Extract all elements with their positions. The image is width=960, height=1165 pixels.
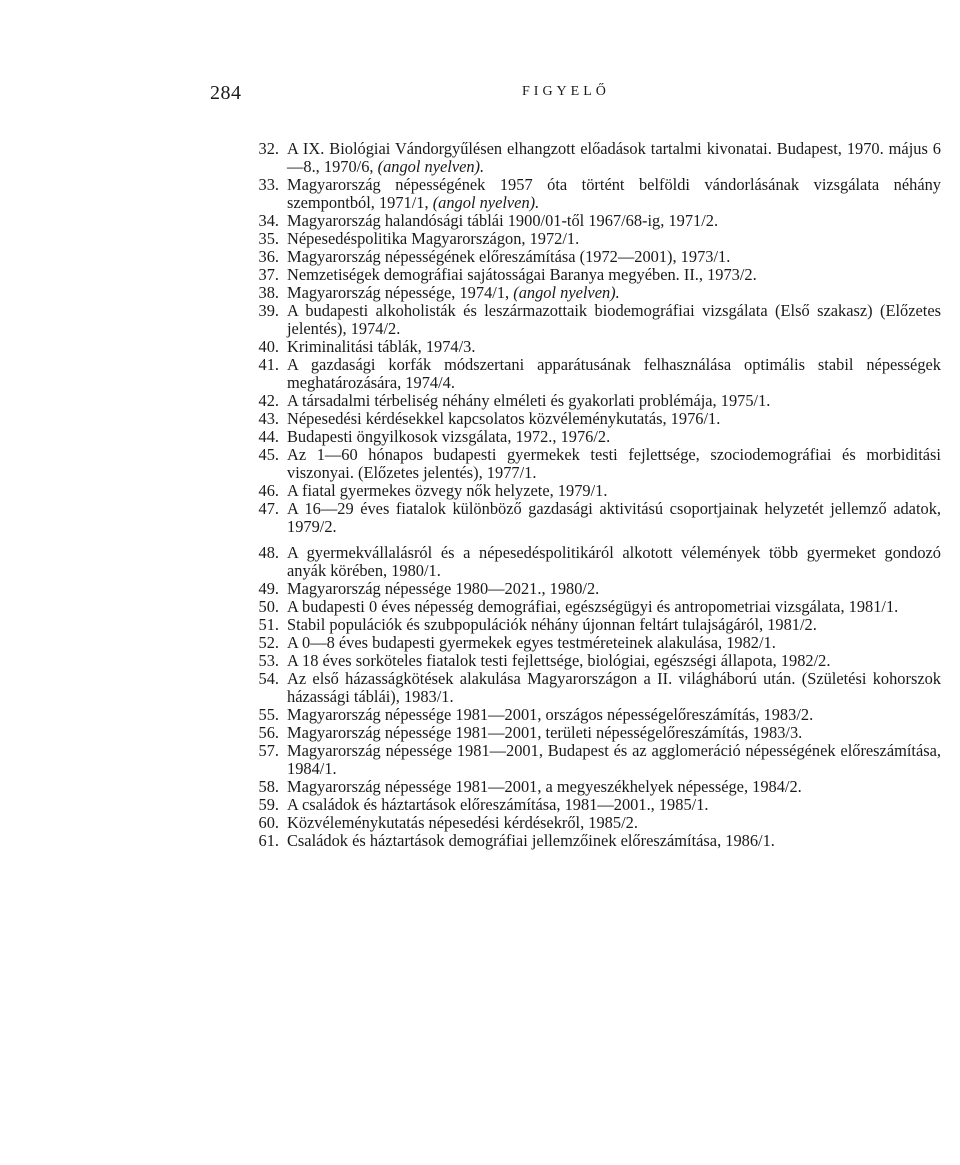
item-number: 34. xyxy=(258,211,279,230)
item-text: A budapesti alkoholisták és leszármazottaik biodemográfiai vizsgálata (Első szakasz) (Előzetes jelentés), 1974/2. xyxy=(287,301,941,338)
item-number: 58. xyxy=(258,777,279,796)
item-number: 49. xyxy=(258,579,279,598)
list-item xyxy=(243,814,941,832)
list-item xyxy=(243,284,941,302)
list-item xyxy=(243,580,941,598)
item-text: Magyarország népessége 1981—2001, területi népességelőreszámítás, 1983/3. xyxy=(287,723,803,742)
item-text: Budapesti öngyilkosok vizsgálata, 1972., 1976/2. xyxy=(287,427,611,446)
list-item xyxy=(243,392,941,410)
list-item xyxy=(243,428,941,446)
list-item xyxy=(243,212,941,230)
item-text: A gazdasági korfák módszertani apparátusának felhasználása optimális stabil népességek meghatározására, 1974/4. xyxy=(287,355,941,392)
list-item xyxy=(243,706,941,724)
item-number: 54. xyxy=(258,669,279,688)
language-note: (angol nyelven). xyxy=(513,283,620,302)
item-number: 60. xyxy=(258,813,279,832)
item-number: 53. xyxy=(258,651,279,670)
item-number: 42. xyxy=(258,391,279,410)
list-item xyxy=(243,670,941,706)
item-number: 44. xyxy=(258,427,279,446)
item-number: 46. xyxy=(258,481,279,500)
list-item xyxy=(243,832,941,850)
list-item xyxy=(243,140,941,176)
list-item xyxy=(243,634,941,652)
item-number: 59. xyxy=(258,795,279,814)
item-number: 40. xyxy=(258,337,279,356)
list-item xyxy=(243,446,941,482)
item-text: Magyarország népessége 1981—2001, Budapest és az agglomeráció népességének előreszámítása, 1984/1. xyxy=(287,741,941,778)
item-text: Magyarország népessége 1981—2001, a megyeszékhelyek népessége, 1984/2. xyxy=(287,777,802,796)
list-item xyxy=(243,652,941,670)
list-item xyxy=(243,410,941,428)
list-item xyxy=(243,338,941,356)
list-item xyxy=(243,796,941,814)
item-number: 47. xyxy=(258,499,279,518)
list-item xyxy=(243,302,941,338)
page-number: 284 xyxy=(210,82,242,104)
item-text: Az 1—60 hónapos budapesti gyermekek testi fejlettsége, szociodemográfiai és morbiditási viszonyai. (Előzetes jelentés), 1977/1. xyxy=(287,445,941,482)
item-text: Magyarország népessége, 1974/1, (angol nyelven). xyxy=(287,283,620,302)
item-text: Nemzetiségek demográfiai sajátosságai Baranya megyében. II., 1973/2. xyxy=(287,265,757,284)
item-text: A 18 éves sorköteles fiatalok testi fejlettsége, biológiai, egészségi állapota, 1982/2. xyxy=(287,651,831,670)
item-text: A gyermekvállalásról és a népesedéspolitikáról alkotott vélemények több gyermeket gondozó anyák körében, 1980/1. xyxy=(287,543,941,580)
item-text: A 0—8 éves budapesti gyermekek egyes testméreteinek alakulása, 1982/1. xyxy=(287,633,776,652)
item-number: 41. xyxy=(258,355,279,374)
item-text: A 16—29 éves fiatalok különböző gazdasági aktivitású csoportjainak helyzetét jellemző adatok, 1979/2. xyxy=(287,499,941,536)
item-number: 45. xyxy=(258,445,279,464)
list-item xyxy=(243,176,941,212)
list-item xyxy=(243,616,941,634)
list-item xyxy=(243,724,941,742)
item-text: A családok és háztartások előreszámítása, 1981—2001., 1985/1. xyxy=(287,795,709,814)
item-text: Családok és háztartások demográfiai jellemzőinek előreszámítása, 1986/1. xyxy=(287,831,775,850)
item-number: 57. xyxy=(258,741,279,760)
item-text: Magyarország népességének 1957 óta történt belföldi vándorlásának vizsgálata néhány szempontból, 1971/1, (angol nyelven). xyxy=(287,175,941,212)
item-text: Magyarország népessége 1980—2021., 1980/2. xyxy=(287,579,600,598)
list-item xyxy=(243,482,941,500)
list-item xyxy=(243,500,941,536)
item-text: A fiatal gyermekes özvegy nők helyzete, 1979/1. xyxy=(287,481,608,500)
language-note: (angol nyelven). xyxy=(432,193,540,212)
list-item xyxy=(243,248,941,266)
list-item xyxy=(243,742,941,778)
list-item xyxy=(243,598,941,616)
language-note: (angol nyelven). xyxy=(377,157,485,176)
item-number: 55. xyxy=(258,705,279,724)
list-item xyxy=(243,266,941,284)
item-number: 43. xyxy=(258,409,279,428)
item-text: Népesedési kérdésekkel kapcsolatos közvéleménykutatás, 1976/1. xyxy=(287,409,721,428)
item-number: 50. xyxy=(258,597,279,616)
item-number: 51. xyxy=(258,615,279,634)
item-number: 61. xyxy=(258,831,279,850)
item-text: Közvéleménykutatás népesedési kérdésekről, 1985/2. xyxy=(287,813,638,832)
item-text: A budapesti 0 éves népesség demográfiai, egészségügyi és antropometriai vizsgálata, 1981/1. xyxy=(287,597,899,616)
item-text: A IX. Biológiai Vándorgyűlésen elhangzott előadások tartalmi kivonatai. Budapest, 1970. május 6—8., 1970/6, (angol nyelven). xyxy=(287,139,941,176)
list-item xyxy=(243,778,941,796)
list-item xyxy=(243,356,941,392)
list-item xyxy=(243,230,941,248)
item-text: A társadalmi térbeliség néhány elméleti és gyakorlati problémája, 1975/1. xyxy=(287,391,771,410)
item-text: Stabil populációk és szubpopulációk néhány újonnan feltárt tulajságáról, 1981/2. xyxy=(287,615,817,634)
item-text: Népesedéspolitika Magyarországon, 1972/1. xyxy=(287,229,580,248)
item-text: Kriminalitási táblák, 1974/3. xyxy=(287,337,476,356)
item-number: 56. xyxy=(258,723,279,742)
item-number: 37. xyxy=(258,265,279,284)
item-text: Magyarország népességének előreszámítása (1972—2001), 1973/1. xyxy=(287,247,731,266)
item-number: 33. xyxy=(258,175,279,194)
item-number: 38. xyxy=(258,283,279,302)
item-number: 48. xyxy=(258,543,279,562)
item-number: 36. xyxy=(258,247,279,266)
list-item xyxy=(243,544,941,580)
item-number: 32. xyxy=(258,139,279,158)
item-number: 52. xyxy=(258,633,279,652)
running-head: FIGYELŐ xyxy=(522,84,610,99)
item-number: 35. xyxy=(258,229,279,248)
item-text: Magyarország halandósági táblái 1900/01-től 1967/68-ig, 1971/2. xyxy=(287,211,719,230)
item-number: 39. xyxy=(258,301,279,320)
publication-list xyxy=(243,140,941,850)
item-text: Magyarország népessége 1981—2001, országos népességelőreszámítás, 1983/2. xyxy=(287,705,814,724)
item-text: Az első házasságkötések alakulása Magyarországon a II. világháború után. (Születési kohorszok házassági táblái), 1983/1. xyxy=(287,669,941,706)
